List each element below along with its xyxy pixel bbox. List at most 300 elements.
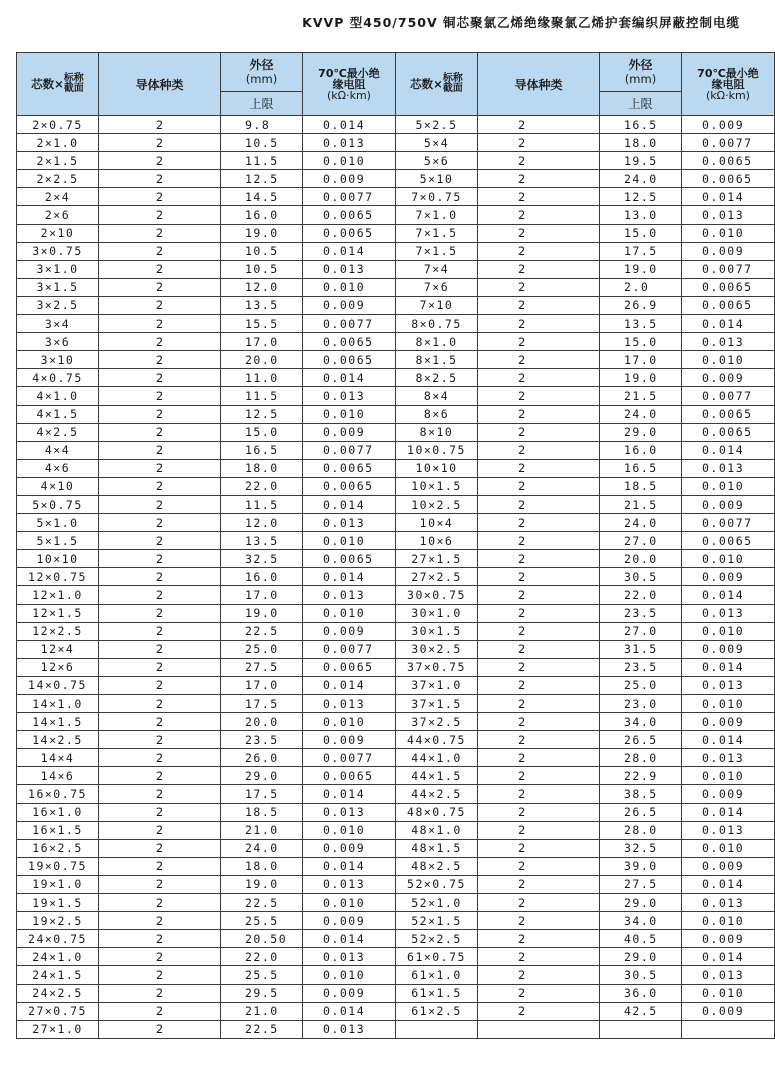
insulation-resistance-cell: 0.0065 — [682, 423, 775, 441]
conductor-type-cell: 2 — [99, 658, 221, 676]
header-res-unit-right: (kΩ·km) — [706, 88, 750, 102]
header-outer-diameter-right — [600, 53, 682, 92]
conductor-type-cell: 2 — [99, 749, 221, 767]
conductor-type-cell: 2 — [478, 984, 600, 1002]
conductor-type-cell: 2 — [478, 116, 600, 134]
table-row — [17, 821, 775, 839]
table-row — [17, 242, 775, 260]
core-size-cell: 10×10 — [396, 459, 478, 477]
conductor-type-cell: 2 — [478, 260, 600, 278]
table-row — [17, 894, 775, 912]
insulation-resistance-cell: 0.009 — [682, 116, 775, 134]
conductor-type-cell: 2 — [99, 984, 221, 1002]
insulation-resistance-cell: 0.010 — [682, 839, 775, 857]
outer-diameter-cell: 20.0 — [221, 713, 303, 731]
outer-diameter-cell: 25.5 — [221, 912, 303, 930]
conductor-type-cell: 2 — [478, 912, 600, 930]
core-size-cell: 61×0.75 — [396, 948, 478, 966]
conductor-type-cell: 2 — [478, 242, 600, 260]
conductor-type-cell: 2 — [478, 278, 600, 296]
insulation-resistance-cell: 0.0065 — [303, 333, 396, 351]
conductor-type-cell: 2 — [478, 821, 600, 839]
document-title: KVVP 型450/750V 铜芯聚氯乙烯绝缘聚氯乙烯护套编织屏蔽控制电缆 — [302, 15, 740, 30]
insulation-resistance-cell: 0.014 — [303, 676, 396, 694]
conductor-type-cell: 2 — [99, 459, 221, 477]
core-size-cell: 61×2.5 — [396, 1002, 478, 1020]
core-size-cell: 27×0.75 — [17, 1002, 99, 1020]
insulation-resistance-cell: 0.013 — [682, 821, 775, 839]
outer-diameter-cell: 22.5 — [221, 622, 303, 640]
outer-diameter-cell: 12.5 — [221, 170, 303, 188]
insulation-resistance-cell: 0.014 — [682, 658, 775, 676]
core-size-cell: 24×1.0 — [17, 948, 99, 966]
core-size-cell: 14×1.5 — [17, 713, 99, 731]
conductor-type-cell: 2 — [99, 640, 221, 658]
header-outer-diameter — [221, 53, 303, 92]
table-row — [17, 695, 775, 713]
core-size-cell: 44×1.5 — [396, 767, 478, 785]
insulation-resistance-cell: 0.014 — [303, 242, 396, 260]
conductor-type-cell: 2 — [478, 532, 600, 550]
outer-diameter-cell: 20.50 — [221, 930, 303, 948]
insulation-resistance-cell: 0.009 — [303, 423, 396, 441]
core-size-cell: 7×4 — [396, 260, 478, 278]
core-size-cell: 7×1.5 — [396, 224, 478, 242]
insulation-resistance-cell: 0.009 — [682, 1002, 775, 1020]
outer-diameter-cell: 24.0 — [600, 514, 682, 532]
conductor-type-cell: 2 — [99, 803, 221, 821]
conductor-type-cell: 2 — [478, 966, 600, 984]
core-size-cell: 14×4 — [17, 749, 99, 767]
core-size-cell: 2×10 — [17, 224, 99, 242]
outer-diameter-cell: 29.0 — [600, 423, 682, 441]
outer-diameter-cell: 26.0 — [221, 749, 303, 767]
outer-diameter-cell: 32.5 — [221, 550, 303, 568]
outer-diameter-cell: 21.0 — [221, 1002, 303, 1020]
insulation-resistance-cell: 0.010 — [303, 966, 396, 984]
outer-diameter-cell: 16.5 — [600, 459, 682, 477]
table-row — [17, 152, 775, 170]
insulation-resistance-cell: 0.013 — [682, 966, 775, 984]
insulation-resistance-cell: 0.0065 — [303, 459, 396, 477]
insulation-resistance-cell: 0.009 — [303, 622, 396, 640]
insulation-resistance-cell: 0.010 — [682, 550, 775, 568]
outer-diameter-cell: 22.5 — [221, 894, 303, 912]
insulation-resistance-cell: 0.0065 — [303, 206, 396, 224]
core-size-cell: 10×10 — [17, 550, 99, 568]
header-od-unit: (mm) — [245, 72, 278, 86]
core-size-cell: 61×1.0 — [396, 966, 478, 984]
conductor-type-cell: 2 — [478, 333, 600, 351]
core-size-cell — [396, 1020, 478, 1038]
header-res-line2: 缘电阻 — [332, 77, 366, 91]
conductor-type-cell: 2 — [99, 278, 221, 296]
conductor-type-cell: 2 — [478, 405, 600, 423]
outer-diameter-cell: 12.0 — [221, 278, 303, 296]
insulation-resistance-cell: 0.013 — [303, 260, 396, 278]
table-row — [17, 278, 775, 296]
insulation-resistance-cell: 0.0077 — [303, 188, 396, 206]
conductor-type-cell: 2 — [99, 260, 221, 278]
insulation-resistance-cell: 0.014 — [303, 785, 396, 803]
header-upper-limit: 上限 — [221, 92, 303, 116]
core-size-cell: 52×2.5 — [396, 930, 478, 948]
table-row — [17, 640, 775, 658]
table-row — [17, 224, 775, 242]
outer-diameter-cell: 25.5 — [221, 966, 303, 984]
outer-diameter-cell: 19.5 — [600, 152, 682, 170]
table-row — [17, 423, 775, 441]
core-size-cell: 19×2.5 — [17, 912, 99, 930]
insulation-resistance-cell: 0.013 — [682, 604, 775, 622]
header-res-line2-right: 缘电阻 — [711, 77, 745, 91]
core-size-cell: 14×6 — [17, 767, 99, 785]
conductor-type-cell: 2 — [478, 170, 600, 188]
outer-diameter-cell: 22.0 — [600, 586, 682, 604]
table-row — [17, 785, 775, 803]
header-upper-limit-right: 上限 — [600, 92, 682, 116]
core-size-cell: 3×1.0 — [17, 260, 99, 278]
outer-diameter-cell: 27.5 — [600, 875, 682, 893]
core-size-cell: 24×2.5 — [17, 984, 99, 1002]
conductor-type-cell: 2 — [99, 333, 221, 351]
core-size-cell: 52×1.0 — [396, 894, 478, 912]
conductor-type-cell: 2 — [478, 676, 600, 694]
conductor-type-cell: 2 — [478, 875, 600, 893]
table-row — [17, 658, 775, 676]
table-row — [17, 188, 775, 206]
outer-diameter-cell: 26.5 — [600, 803, 682, 821]
insulation-resistance-cell: 0.009 — [682, 495, 775, 513]
core-size-cell: 19×1.0 — [17, 875, 99, 893]
insulation-resistance-cell: 0.010 — [682, 622, 775, 640]
outer-diameter-cell: 17.0 — [221, 333, 303, 351]
conductor-type-cell: 2 — [478, 477, 600, 495]
table-row — [17, 387, 775, 405]
insulation-resistance-cell: 0.0065 — [303, 224, 396, 242]
conductor-type-cell: 2 — [99, 568, 221, 586]
conductor-type-cell: 2 — [478, 640, 600, 658]
insulation-resistance-cell: 0.010 — [682, 351, 775, 369]
outer-diameter-cell: 17.0 — [221, 676, 303, 694]
core-size-cell: 44×1.0 — [396, 749, 478, 767]
table-row — [17, 767, 775, 785]
core-size-cell: 2×1.5 — [17, 152, 99, 170]
outer-diameter-cell: 23.5 — [221, 731, 303, 749]
insulation-resistance-cell: 0.0077 — [682, 387, 775, 405]
insulation-resistance-cell: 0.009 — [682, 785, 775, 803]
outer-diameter-cell: 11.0 — [221, 369, 303, 387]
insulation-resistance-cell: 0.014 — [303, 930, 396, 948]
conductor-type-cell: 2 — [99, 622, 221, 640]
core-size-cell: 4×0.75 — [17, 369, 99, 387]
insulation-resistance-cell: 0.010 — [303, 152, 396, 170]
table-row — [17, 1002, 775, 1020]
table-row — [17, 170, 775, 188]
table-row — [17, 369, 775, 387]
core-size-cell: 5×2.5 — [396, 116, 478, 134]
core-size-cell: 2×4 — [17, 188, 99, 206]
insulation-resistance-cell: 0.0065 — [303, 550, 396, 568]
core-size-cell: 10×6 — [396, 532, 478, 550]
table-row — [17, 405, 775, 423]
insulation-resistance-cell: 0.014 — [682, 188, 775, 206]
outer-diameter-cell: 16.5 — [221, 441, 303, 459]
conductor-type-cell: 2 — [478, 514, 600, 532]
core-size-cell: 27×2.5 — [396, 568, 478, 586]
conductor-type-cell: 2 — [99, 550, 221, 568]
core-size-cell: 12×2.5 — [17, 622, 99, 640]
insulation-resistance-cell: 0.0065 — [682, 405, 775, 423]
outer-diameter-cell: 22.9 — [600, 767, 682, 785]
core-size-cell: 24×0.75 — [17, 930, 99, 948]
core-size-cell: 5×10 — [396, 170, 478, 188]
conductor-type-cell: 2 — [99, 296, 221, 314]
insulation-resistance-cell: 0.0065 — [682, 170, 775, 188]
core-size-cell: 7×10 — [396, 296, 478, 314]
outer-diameter-cell: 29.0 — [600, 948, 682, 966]
insulation-resistance-cell: 0.0065 — [682, 152, 775, 170]
table-row — [17, 333, 775, 351]
core-size-cell: 3×6 — [17, 333, 99, 351]
insulation-resistance-cell: 0.013 — [303, 514, 396, 532]
conductor-type-cell: 2 — [478, 568, 600, 586]
core-size-cell: 19×1.5 — [17, 894, 99, 912]
conductor-type-cell: 2 — [99, 514, 221, 532]
insulation-resistance-cell: 0.010 — [303, 821, 396, 839]
conductor-type-cell: 2 — [99, 948, 221, 966]
core-size-cell: 10×2.5 — [396, 495, 478, 513]
core-size-cell: 5×1.0 — [17, 514, 99, 532]
outer-diameter-cell: 17.0 — [221, 586, 303, 604]
core-size-cell: 2×2.5 — [17, 170, 99, 188]
outer-diameter-cell: 11.5 — [221, 387, 303, 405]
outer-diameter-cell: 18.0 — [221, 857, 303, 875]
conductor-type-cell: 2 — [478, 839, 600, 857]
insulation-resistance-cell: 0.014 — [303, 116, 396, 134]
insulation-resistance-cell: 0.013 — [303, 948, 396, 966]
outer-diameter-cell: 16.5 — [600, 116, 682, 134]
core-size-cell: 2×6 — [17, 206, 99, 224]
outer-diameter-cell: 16.0 — [221, 568, 303, 586]
core-size-cell: 8×6 — [396, 405, 478, 423]
core-size-cell: 12×4 — [17, 640, 99, 658]
insulation-resistance-cell: 0.009 — [682, 713, 775, 731]
insulation-resistance-cell: 0.014 — [682, 875, 775, 893]
outer-diameter-cell: 26.5 — [600, 731, 682, 749]
insulation-resistance-cell: 0.010 — [682, 477, 775, 495]
outer-diameter-cell: 36.0 — [600, 984, 682, 1002]
outer-diameter-cell: 17.5 — [221, 785, 303, 803]
outer-diameter-cell: 25.0 — [221, 640, 303, 658]
insulation-resistance-cell: 0.010 — [682, 224, 775, 242]
conductor-type-cell: 2 — [99, 894, 221, 912]
core-size-cell: 16×0.75 — [17, 785, 99, 803]
outer-diameter-cell: 19.0 — [221, 875, 303, 893]
table-row — [17, 713, 775, 731]
core-size-cell: 16×1.5 — [17, 821, 99, 839]
conductor-type-cell — [478, 1020, 600, 1038]
outer-diameter-cell: 11.5 — [221, 495, 303, 513]
header-core-top-right: 标称 — [442, 73, 463, 84]
conductor-type-cell: 2 — [99, 912, 221, 930]
header-core-stack — [64, 74, 84, 94]
conductor-type-cell: 2 — [478, 152, 600, 170]
outer-diameter-cell: 16.0 — [600, 441, 682, 459]
conductor-type-cell: 2 — [99, 387, 221, 405]
outer-diameter-cell: 24.0 — [221, 839, 303, 857]
outer-diameter-cell: 19.0 — [221, 604, 303, 622]
insulation-resistance-cell: 0.009 — [682, 857, 775, 875]
insulation-resistance-cell: 0.009 — [303, 984, 396, 1002]
insulation-resistance-cell: 0.014 — [682, 948, 775, 966]
header-res-line1-right: 70℃最小绝 — [697, 66, 759, 80]
insulation-resistance-cell: 0.009 — [682, 242, 775, 260]
table-row — [17, 459, 775, 477]
header-res-unit: (kΩ·km) — [327, 88, 371, 102]
outer-diameter-cell: 40.5 — [600, 930, 682, 948]
insulation-resistance-cell: 0.013 — [682, 459, 775, 477]
conductor-type-cell: 2 — [478, 803, 600, 821]
insulation-resistance-cell: 0.0065 — [682, 296, 775, 314]
insulation-resistance-cell: 0.009 — [303, 839, 396, 857]
outer-diameter-cell: 31.5 — [600, 640, 682, 658]
table-row — [17, 803, 775, 821]
conductor-type-cell: 2 — [478, 387, 600, 405]
conductor-type-cell: 2 — [478, 423, 600, 441]
core-size-cell: 37×1.5 — [396, 695, 478, 713]
conductor-type-cell: 2 — [99, 713, 221, 731]
core-size-cell: 27×1.0 — [17, 1020, 99, 1038]
conductor-type-cell: 2 — [478, 441, 600, 459]
core-size-cell: 30×1.5 — [396, 622, 478, 640]
core-size-cell: 3×1.5 — [17, 278, 99, 296]
core-size-cell: 4×4 — [17, 441, 99, 459]
conductor-type-cell: 2 — [99, 477, 221, 495]
outer-diameter-cell: 27.0 — [600, 532, 682, 550]
conductor-type-cell: 2 — [478, 658, 600, 676]
insulation-resistance-cell: 0.013 — [682, 333, 775, 351]
outer-diameter-cell: 13.0 — [600, 206, 682, 224]
core-size-cell: 48×0.75 — [396, 803, 478, 821]
table-row — [17, 1020, 775, 1038]
outer-diameter-cell: 38.5 — [600, 785, 682, 803]
core-size-cell: 48×2.5 — [396, 857, 478, 875]
conductor-type-cell: 2 — [99, 188, 221, 206]
outer-diameter-cell: 13.5 — [600, 315, 682, 333]
conductor-type-cell: 2 — [99, 1002, 221, 1020]
insulation-resistance-cell: 0.014 — [303, 568, 396, 586]
insulation-resistance-cell: 0.010 — [303, 405, 396, 423]
table-row — [17, 930, 775, 948]
core-size-cell: 3×0.75 — [17, 242, 99, 260]
conductor-type-cell: 2 — [478, 459, 600, 477]
insulation-resistance-cell: 0.0077 — [682, 134, 775, 152]
core-size-cell: 61×1.5 — [396, 984, 478, 1002]
conductor-type-cell: 2 — [478, 894, 600, 912]
outer-diameter-cell: 17.5 — [221, 695, 303, 713]
conductor-type-cell: 2 — [478, 351, 600, 369]
table-row — [17, 550, 775, 568]
core-size-cell: 12×1.0 — [17, 586, 99, 604]
outer-diameter-cell: 29.0 — [221, 767, 303, 785]
conductor-type-cell: 2 — [99, 875, 221, 893]
core-size-cell: 2×0.75 — [17, 116, 99, 134]
table-row — [17, 514, 775, 532]
core-size-cell: 7×0.75 — [396, 188, 478, 206]
outer-diameter-cell: 39.0 — [600, 857, 682, 875]
core-size-cell: 8×1.5 — [396, 351, 478, 369]
core-size-cell: 8×10 — [396, 423, 478, 441]
outer-diameter-cell: 10.5 — [221, 260, 303, 278]
outer-diameter-cell: 19.0 — [221, 224, 303, 242]
table-row — [17, 676, 775, 694]
insulation-resistance-cell: 0.013 — [303, 1020, 396, 1038]
table-row — [17, 731, 775, 749]
insulation-resistance-cell: 0.014 — [303, 495, 396, 513]
outer-diameter-cell: 20.0 — [600, 550, 682, 568]
insulation-resistance-cell: 0.014 — [682, 441, 775, 459]
table-header — [17, 53, 775, 116]
table-row — [17, 604, 775, 622]
core-size-cell: 52×0.75 — [396, 875, 478, 893]
conductor-type-cell: 2 — [99, 315, 221, 333]
conductor-type-cell: 2 — [99, 966, 221, 984]
outer-diameter-cell: 19.0 — [600, 369, 682, 387]
insulation-resistance-cell: 0.0065 — [303, 351, 396, 369]
core-size-cell: 10×1.5 — [396, 477, 478, 495]
insulation-resistance-cell: 0.0077 — [682, 260, 775, 278]
table-row — [17, 984, 775, 1002]
outer-diameter-cell: 20.0 — [221, 351, 303, 369]
outer-diameter-cell: 9.8 — [221, 116, 303, 134]
core-size-cell: 3×2.5 — [17, 296, 99, 314]
core-size-cell: 44×0.75 — [396, 731, 478, 749]
header-core-size — [17, 53, 99, 116]
conductor-type-cell: 2 — [99, 604, 221, 622]
insulation-resistance-cell: 0.013 — [682, 894, 775, 912]
core-size-cell: 14×0.75 — [17, 676, 99, 694]
outer-diameter-cell: 15.0 — [600, 224, 682, 242]
conductor-type-cell: 2 — [99, 731, 221, 749]
table-row — [17, 948, 775, 966]
insulation-resistance-cell: 0.0077 — [682, 514, 775, 532]
insulation-resistance-cell: 0.0065 — [303, 658, 396, 676]
core-size-cell: 5×6 — [396, 152, 478, 170]
conductor-type-cell: 2 — [478, 767, 600, 785]
core-size-cell: 52×1.5 — [396, 912, 478, 930]
outer-diameter-cell: 22.0 — [221, 477, 303, 495]
core-size-cell: 48×1.5 — [396, 839, 478, 857]
core-size-cell: 8×0.75 — [396, 315, 478, 333]
table-row — [17, 134, 775, 152]
outer-diameter-cell: 16.0 — [221, 206, 303, 224]
core-size-cell: 10×4 — [396, 514, 478, 532]
conductor-type-cell: 2 — [478, 622, 600, 640]
insulation-resistance-cell: 0.0065 — [303, 477, 396, 495]
insulation-resistance-cell: 0.0065 — [682, 278, 775, 296]
outer-diameter-cell: 27.0 — [600, 622, 682, 640]
table-row — [17, 966, 775, 984]
insulation-resistance-cell: 0.0077 — [303, 749, 396, 767]
conductor-type-cell: 2 — [478, 224, 600, 242]
conductor-type-cell: 2 — [99, 857, 221, 875]
core-size-cell: 5×4 — [396, 134, 478, 152]
core-size-cell: 3×4 — [17, 315, 99, 333]
core-size-cell: 8×4 — [396, 387, 478, 405]
core-size-cell: 12×1.5 — [17, 604, 99, 622]
insulation-resistance-cell: 0.009 — [303, 170, 396, 188]
